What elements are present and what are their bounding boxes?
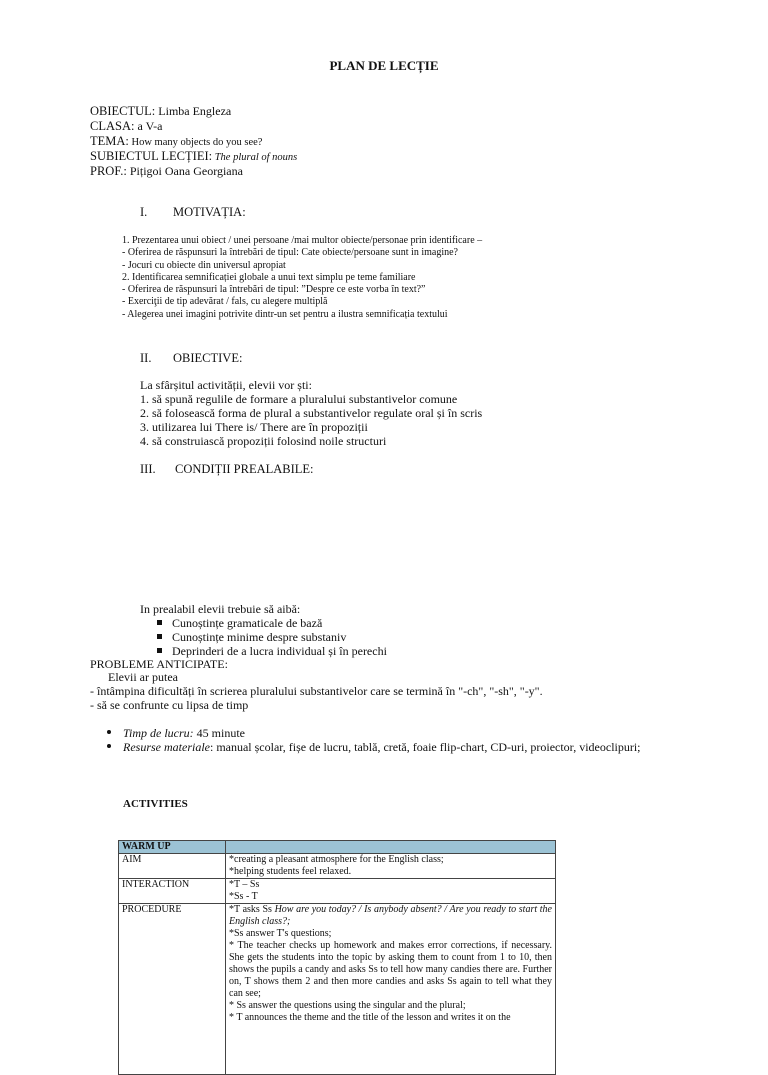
meta-prof: PROF.: Pițigoi Oana Georgiana [90,164,243,178]
section-conditii-heading: III. CONDIȚII PREALABILE: [140,462,314,476]
table-row-procedure [119,904,556,1075]
page-title: PLAN DE LECȚIE [329,58,439,73]
motivatia-item: - Exerciţii de tip adevărat / fals, cu alegere multiplă [122,296,328,308]
procedure-cell [226,904,556,1075]
interaction-line: *Ss - T [229,891,258,902]
resurse-item-materiale: Resurse materiale: manual școlar, fișe de lucru, tablă, cretă, foaie flip-chart, CD-uri, proiector, videoclipuri; [107,740,641,754]
prealabil-intro: In prealabil elevii trebuie să aibă: [140,602,301,616]
procedure-line: *T asks Ss How are you today? / Is anybody absent? / Are you ready to start the English class?; [229,904,552,927]
obiectiv-item: 2. să folosească forma de plural a substantivelor regulate oral și în scris [140,406,483,420]
procedure-line: * Ss answer the questions using the singular and the plural; [229,1000,466,1011]
interaction-label: INTERACTION [119,879,226,904]
obiective-list [140,378,482,448]
section-obiective-heading: II. OBIECTIVE: [140,351,243,365]
probleme-item: - să se confrunte cu lipsa de timp [90,698,249,712]
interaction-cell [226,879,556,904]
meta-obiectul: OBIECTUL: Limba Engleza [90,104,232,118]
obiectiv-item: 3. utilizarea lui There is/ There are în propoziții [140,420,368,434]
resurse-item-timp: Timp de lucru: 45 minute [107,726,641,740]
table-header-cell: WARM UP [119,841,226,854]
obiectiv-item: 1. să spună regulile de formare a pluralului substantivelor comune [140,392,458,406]
meta-tema: TEMA: How many objects do you see? [90,134,263,148]
motivatia-item: 1. Prezentarea unui obiect / unei persoane /mai multor obiecte/personae prin identificare – [122,235,483,246]
obiectiv-item: 4. să construiască propoziții folosind noile structuri [140,434,387,448]
aim-line: *helping students feel relaxed. [229,866,352,877]
motivatia-list [122,235,482,321]
aim-cell [226,854,556,879]
probleme-intro: Elevii ar putea [108,670,178,684]
motivatia-item: - Oferirea de răspunsuri la întrebări de tipul: Cate obiecte/persoane sunt in imagine? [122,247,458,259]
meta-clasa: CLASA: a V-a [90,119,163,133]
prealabil-item: Cunoștințe gramaticale de bază [157,616,387,630]
motivatia-item: 2. Identificarea semnificației globale a unui text simplu pe teme familiare [122,271,416,283]
probleme-item: - întâmpina dificultăți în scrierea pluralului substantivelor care se termină în "-ch", "-sh", "-y". [90,684,543,698]
procedure-line: *Ss answer T's questions; [229,928,332,939]
table-row-interaction [119,879,556,904]
square-bullet-icon [157,634,162,639]
prealabil-item: Cunoștințe minime despre substaniv [157,630,387,644]
meta-subiectul: SUBIECTUL LECȚIEI: The plural of nouns [90,149,298,163]
activities-heading: ACTIVITIES [123,798,188,810]
table-header-empty-cell [226,841,556,854]
resurse-list [107,726,641,754]
aim-line: *creating a pleasant atmosphere for the English class; [229,854,444,865]
round-bullet-icon [107,744,111,748]
aim-label: AIM [119,854,226,879]
motivatia-item: - Oferirea de răspunsuri la întrebări de tipul: ”Despre ce este vorba în text?” [122,284,426,296]
table-row-aim [119,854,556,879]
motivatia-item: - Jocuri cu obiecte din universul apropiat [122,259,286,271]
warmup-table [118,840,556,1075]
prealabil-item: Deprinderi de a lucra individual și în perechi [157,644,387,658]
round-bullet-icon [107,730,111,734]
obiective-intro: La sfârșitul activității, elevii vor ști: [140,378,312,392]
interaction-line: *T – Ss [229,879,260,890]
motivatia-item: - Alegerea unei imagini potrivite dintr-un set pentru a ilustra semnificația textului [122,308,448,320]
probleme-heading: PROBLEME ANTICIPATE: [90,657,228,671]
section-motivatia-heading: I. MOTIVAȚIA: [140,205,246,219]
prealabil-list [157,616,387,658]
procedure-label: PROCEDURE [119,904,226,1075]
table-header-row [119,841,556,854]
procedure-line: * The teacher checks up homework and makes error corrections, if necessary. She gets the students into the topic by asking them to count from 1 to 10, then shows the pupils a candy and asks Ss to tell how many candies there are. Further on, T shows them 2 and then more candies and asks Ss again to tell what they can see; [229,940,552,999]
square-bullet-icon [157,648,162,653]
procedure-line: * T announces the theme and the title of the lesson and writes it on the [229,1012,511,1023]
square-bullet-icon [157,620,162,625]
